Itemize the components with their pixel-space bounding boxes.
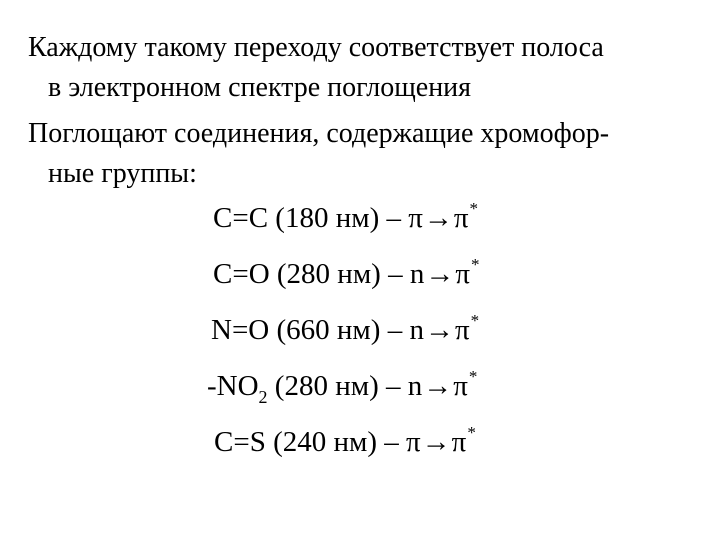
chromophore-group: -NO (207, 370, 259, 402)
paragraph-line: Каждому такому переходу соответствует полоса (28, 32, 604, 63)
transition-formula (214, 422, 476, 466)
paragraph-line: Поглощают соединения, содержащие хромофор- (28, 118, 610, 149)
dash: – (384, 426, 399, 458)
final-orbital: π (455, 258, 470, 290)
chromophore-group: N=O (211, 314, 270, 346)
final-orbital: π (453, 202, 469, 234)
right-arrow-icon: → (424, 314, 454, 346)
final-orbital: π (454, 314, 470, 346)
wavelength: (280 нм) (274, 370, 379, 402)
dash: – (387, 314, 403, 346)
wavelength: (240 нм) (273, 426, 378, 458)
transition-formula (211, 310, 479, 354)
right-arrow-icon: → (423, 370, 453, 402)
transition-formula (213, 198, 478, 242)
paragraph-absorption-band (28, 28, 700, 108)
paragraph-line: ные группы: (48, 158, 197, 189)
right-arrow-icon: → (421, 426, 451, 458)
chromophore-group: C=O (213, 258, 270, 290)
antibonding-star: * (470, 311, 480, 330)
wavelength: (280 нм) (276, 258, 381, 290)
transition-row (0, 310, 720, 366)
transition-row (0, 198, 720, 254)
initial-orbital: n (409, 258, 425, 290)
chromophore-subscript: 2 (258, 387, 268, 407)
transition-list (0, 198, 720, 478)
dash: – (386, 202, 401, 234)
antibonding-star: * (469, 199, 479, 218)
dash: – (385, 370, 401, 402)
antibonding-star: * (467, 423, 476, 442)
transition-row (0, 422, 720, 478)
chromophore-group: C=S (214, 426, 266, 458)
right-arrow-icon: → (425, 258, 455, 290)
transition-row (0, 366, 720, 422)
antibonding-star: * (470, 255, 480, 274)
initial-orbital: n (407, 370, 423, 402)
wavelength: (180 нм) (275, 202, 380, 234)
wavelength: (660 нм) (276, 314, 381, 346)
transition-formula (213, 254, 479, 298)
paragraph-chromophores (28, 114, 700, 194)
paragraph-line: в электронном спектре поглощения (48, 72, 472, 103)
transition-formula (207, 366, 477, 410)
dash: – (388, 258, 403, 290)
right-arrow-icon: → (423, 202, 453, 234)
initial-orbital: π (406, 426, 421, 458)
transition-row (0, 254, 720, 310)
antibonding-star: * (468, 367, 478, 386)
initial-orbital: π (408, 202, 423, 234)
final-orbital: π (451, 426, 467, 458)
initial-orbital: n (409, 314, 424, 346)
chromophore-group: C=C (213, 202, 269, 234)
final-orbital: π (453, 370, 468, 402)
